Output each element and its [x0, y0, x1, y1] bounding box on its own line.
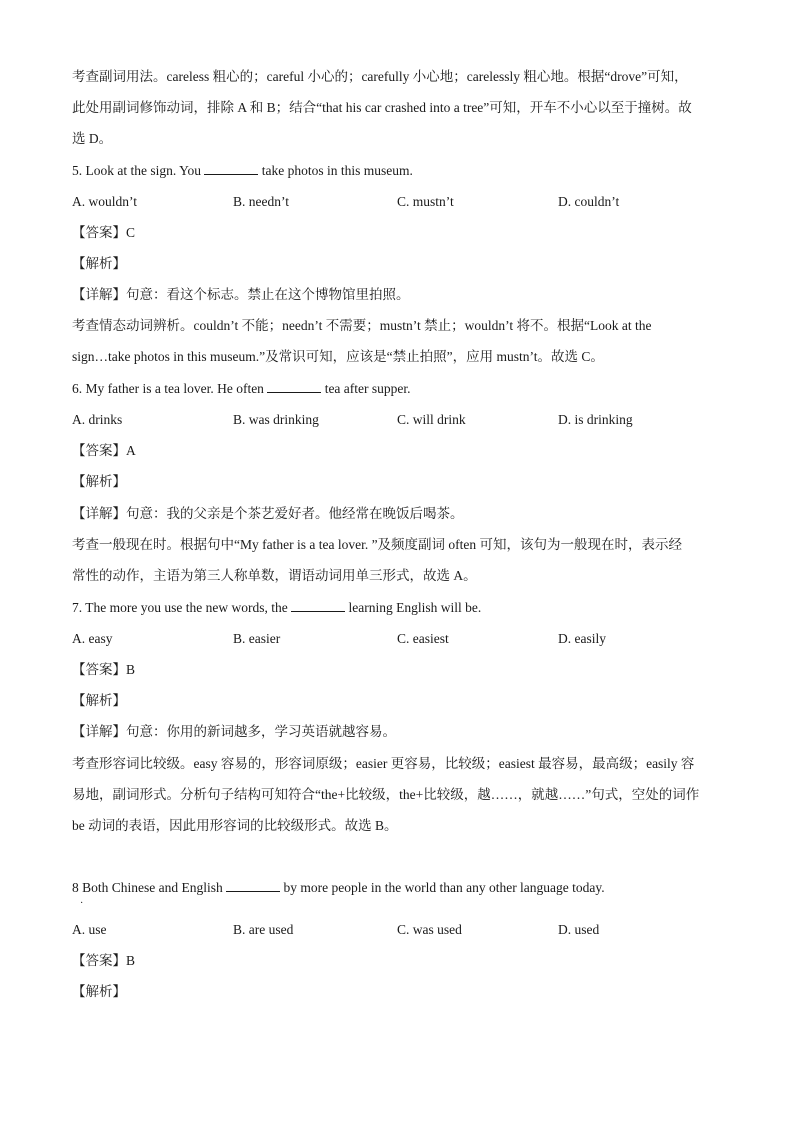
answer-blank	[267, 380, 321, 393]
question-7-option-b: B. easier	[233, 631, 281, 646]
question-6-stem	[72, 380, 722, 398]
question-6-explanation-1: 考查一般现在时。根据句中“My father is a tea lover. ”及频度副词 often 可知，该句为一般现在时，表示经	[72, 537, 683, 552]
question-8-stem	[72, 879, 722, 897]
question-6-text-pre: 6. My father is a tea lover. He often	[72, 381, 268, 396]
stray-dot: ·	[80, 898, 84, 909]
question-8-option-b: B. are used	[233, 922, 294, 937]
question-7-option-c: C. easiest	[397, 631, 449, 646]
question-8-option-d: D. used	[558, 922, 600, 937]
question-8-analysis-label: 【解析】	[72, 984, 126, 999]
question-5-option-c: C. mustn’t	[397, 194, 454, 209]
question-8-text-pre: 8 Both Chinese and English	[72, 880, 227, 895]
question-6-analysis-label: 【解析】	[72, 474, 126, 489]
question-6-answer: 【答案】A	[72, 443, 136, 458]
question-7-answer: 【答案】B	[72, 662, 136, 677]
question-5-text-post: take photos in this museum.	[258, 163, 413, 178]
question-5-option-d: D. couldn’t	[558, 194, 620, 209]
question-6-explanation-2: 常性的动作，主语为第三人称单数，谓语动词用单三形式，故选 A。	[72, 568, 477, 583]
question-6-text-post: tea after supper.	[321, 381, 411, 396]
answer-blank	[204, 162, 258, 175]
question-7-option-d: D. easily	[558, 631, 606, 646]
question-5-text-pre: 5. Look at the sign. You	[72, 163, 205, 178]
question-8-option-a: A. use	[72, 922, 107, 937]
question-8-text-post: by more people in the world than any other language today.	[280, 880, 605, 895]
question-7-explanation-3: be 动词的表语，因此用形容词的比较级形式。故选 B。	[72, 818, 398, 833]
question-5-stem	[72, 162, 722, 180]
question-5-answer: 【答案】C	[72, 225, 136, 240]
intro-line-3: 选 D。	[72, 131, 113, 146]
question-6-option-a: A. drinks	[72, 412, 123, 427]
question-7-text-post: learning English will be.	[345, 600, 482, 615]
question-7-stem	[72, 599, 722, 617]
question-8-option-c: C. was used	[397, 922, 462, 937]
question-6-option-c: C. will drink	[397, 412, 466, 427]
answer-blank	[291, 599, 345, 612]
question-5-explanation-1: 考查情态动词辨析。couldn’t 不能；needn’t 不需要；mustn’t 禁止；wouldn’t 将不。根据“Look at the	[72, 318, 652, 333]
question-7-text-pre: 7. The more you use the new words, the	[72, 600, 292, 615]
question-6-option-b: B. was drinking	[233, 412, 319, 427]
answer-blank	[226, 879, 280, 892]
question-6-detail: 【详解】句意：我的父亲是个茶艺爱好者。他经常在晚饭后喝茶。	[72, 506, 464, 521]
question-7-analysis-label: 【解析】	[72, 693, 126, 708]
question-7-detail: 【详解】句意：你用的新词越多，学习英语就越容易。	[72, 724, 396, 739]
question-5-option-b: B. needn’t	[233, 194, 289, 209]
question-5-analysis-label: 【解析】	[72, 256, 126, 271]
intro-line-2: 此处用副词修饰动词，排除 A 和 B；结合“that his car crashed into a tree”可知，开车不小心以至于撞树。故	[72, 100, 692, 115]
question-6-option-d: D. is drinking	[558, 412, 633, 427]
question-7-explanation-2: 易地，副词形式。分析句子结构可知符合“the+比较级，the+比较级，越……，就越……”句式，空处的词作	[72, 787, 700, 802]
question-5-option-a: A. wouldn’t	[72, 194, 138, 209]
question-7-explanation-1: 考查形容词比较级。easy 容易的，形容词原级；easier 更容易，比较级；easiest 最容易，最高级；easily 容	[72, 756, 695, 771]
question-5-detail: 【详解】句意：看这个标志。禁止在这个博物馆里拍照。	[72, 287, 410, 302]
question-5-explanation-2: sign…take photos in this museum.”及常识可知，应该是“禁止拍照”，应用 mustn’t。故选 C。	[72, 349, 604, 364]
intro-line-1: 考查副词用法。careless 粗心的；careful 小心的；carefully 小心地；carelessly 粗心地。根据“drove”可知，	[72, 69, 688, 84]
question-7-option-a: A. easy	[72, 631, 113, 646]
question-8-answer: 【答案】B	[72, 953, 136, 968]
